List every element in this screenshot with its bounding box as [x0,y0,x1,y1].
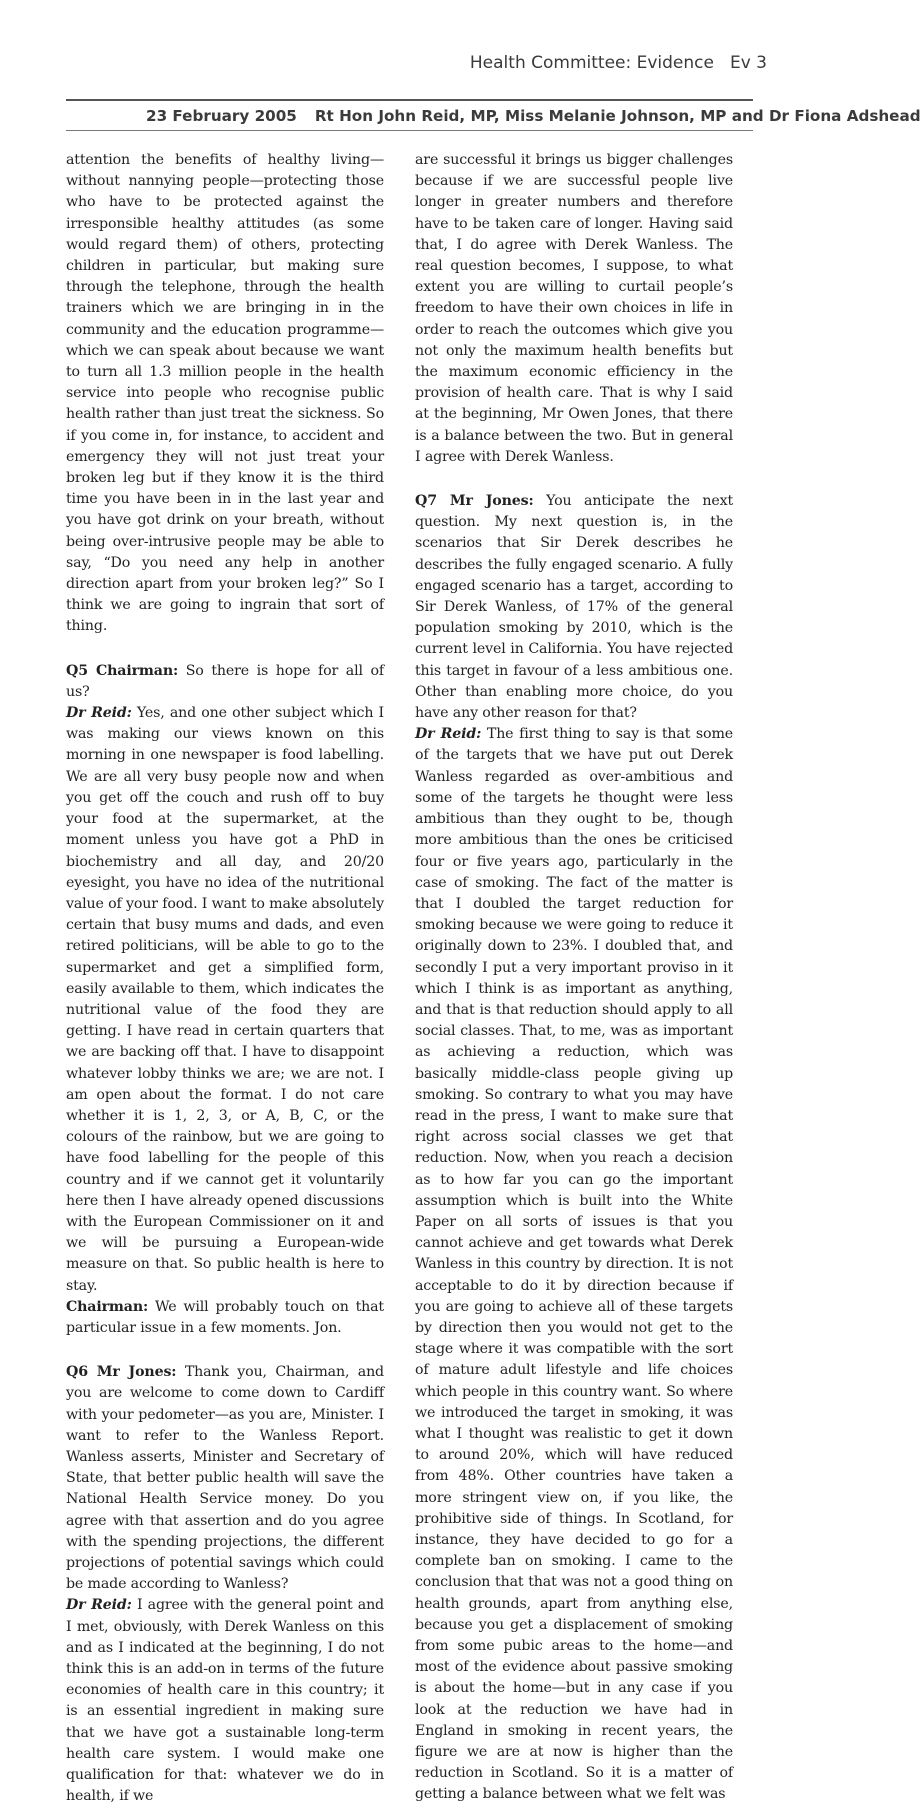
answer-6 [66,1595,384,1807]
header-rule-bottom [66,130,753,131]
speaker-label: Dr Reid: [415,726,482,743]
right-column [415,150,733,1806]
answer-7 [415,724,733,1805]
speech-text: The first thing to say is that some of the targets that we have put out Derek Wanless regarded as over-ambitious and some of the targets he thought were less ambitious than they ought to be, though more ambitious than the ones be criticised four or five years ago, particularly in the case of smoking. The fact of the matter is that I doubled the target reduction for smoking because we were going to reduce it originally down to 23%. I doubled that, and secondly I put a very important proviso in it which I think is as important as anything, and that is that reduction should apply to all social classes. That, to me, was as important as achieving a reduction, which was basically middle-class people giving up smoking. So contrary to what you may have read in the press, I want to make sure that right across social classes we get that reduction. Now, when you reach a decision as to how far you can go the important assumption which is built into the White Paper on all sorts of issues is that you cannot achieve and get towards what Derek Wanless in this country by direction. It is not acceptable to do it by direction because if you are going to achieve all of these targets by direction then you would not get to the stage where it was compatible with the sort of mature adult lifestyle and life choices which people in this country want. So where we introduced the target in smoking, it was what I thought was realistic to get it down to around 20%, which will have reduced from 48%. Other countries have taken a more stringent view on, if you like, the prohibitive side of things. In Scotland, for instance, they have decided to go for a complete ban on smoking. I came to the conclusion that that was not a good thing on health grounds, apart from anything else, because you get a displacement of smoking from some pubic areas to the home—and most of the evidence about passive smoking is about the home—but in any case if you look at the reduction we have had in England in smoking in recent years, the figure we are at now is higher than the reduction in Scotland. So it is a matter of getting a balance between what we felt was [415,726,733,1803]
speaker-label: Q7 Mr Jones: [415,493,534,510]
speech-text: Thank you, Chairman, and you are welcome to come down to Cardiff with your pedometer—as you are, Minister. I want to refer to the Wanless Report. Wanless asserts, Minister and Secretary of State, that better public health will save the National Health Service money. Do you agree with that assertion and do you agree with the spending projections, the different projections of potential savings which could be made according to Wanless? [66,1364,384,1593]
answer-5 [66,703,384,1297]
question-5 [66,661,384,703]
publication-title: Health Committee: Evidence [469,53,714,73]
speech-text: You anticipate the next question. My next question is, in the scenarios that Sir Derek describes he describes the fully engaged scenario. A fully engaged scenario has a target, according to Sir Derek Wanless, of 17% of the general population smoking by 2010, which is the current level in California. You have rejected this target in favour of a less ambitious one. Other than enabling more choice, do you have any other reason for that? [415,493,733,722]
speaker-label: Dr Reid: [66,705,132,722]
page-number: Ev 3 [729,53,767,73]
speaker-label: Chairman: [66,1298,149,1315]
speaker-label: Dr Reid: [66,1597,132,1614]
speech-text: Yes, and one other subject which I was making our views known on this morning in one newspaper is food labelling. We are all very busy people now and when you get off the couch and rush off to buy your food at the supermarket, at the moment unless you have got a PhD in biochemistry and all day, and 20/20 eyesight, you have no idea of the nutritional value of your food. I want to make absolutely certain that busy mums and dads, and even retired politicians, will be able to go to the supermarket and get a simplified form, easily available to them, which indicates the nutritional value of the food they are getting. I have read in certain quarters that we are backing off that. I have to disappoint whatever lobby thinks we are; we are not. I am open about the format. I do not care whether it is 1, 2, 3, or A, B, C, or the colours of the rainbow, but we are going to have food labelling for the people of this country and if we cannot get it voluntarily here then I have already opened discussions with the European Commissioner on it and we will be pursuing a European-wide measure on that. So public health is here to stay. [66,705,384,1294]
running-head [470,53,767,73]
chairman-remark [66,1297,384,1339]
question-6 [66,1362,384,1595]
speech-text: So there is hope for all of us? [66,662,384,700]
paragraph: are successful it brings us bigger challenges because if we are successful people live longer in greater numbers and therefore have to be taken care of longer. Having said that, I do agree with Derek Wanless. The real question becomes, I suppose, to what extent you are willing to curtail people’s freedom to have their own choices in life in order to reach the outcomes which give you not only the maximum health benefits but the maximum economic efficiency in the provision of health care. That is why I said at the beginning, Mr Owen Jones, that there is a balance between the two. But in general I agree with Derek Wanless. [415,152,733,465]
witness-names: Rt Hon John Reid, MP, Miss Melanie Johnson, MP and Dr Fiona Adshead [314,107,921,125]
session-date: 23 February 2005 [146,107,297,125]
header-rule-top [66,99,753,101]
speech-text: I agree with the general point and I met, obviously, with Derek Wanless on this and as I indicated at the beginning, I do not think this is an add-on in terms of the future economies of health care in this country; it is an essential ingredient in making sure that we have got a sustainable long-term health care system. I would make one qualification for that: whatever we do in health, if we [66,1597,384,1805]
speaker-label: Q5 Chairman: [66,662,179,679]
left-column [66,150,384,1807]
paragraph: attention the benefits of healthy living—without nannying people—protecting those who have to be protected against the irresponsible healthy attitudes (as some would regard them) of others, protecting children in particular, but making sure through the telephone, through the health trainers which we are bringing in in the community and the education programme—which we can speak about because we want to turn all 1.3 million people in the health service into people who recognise public health rather than just treat the sickness. So if you come in, for instance, to accident and emergency they will not just treat your broken leg but if they know it is the third time you have been in in the last year and you have got drink on your breath, without being over-intrusive people may be able to say, “Do you need any help in another direction apart from your broken leg?” So I think we are going to ingrain that sort of thing. [66,152,384,635]
question-7 [415,491,733,724]
session-header [146,107,921,125]
speaker-label: Q6 Mr Jones: [66,1364,177,1381]
speech-text: We will probably touch on that particular issue in a few moments. Jon. [66,1298,384,1336]
